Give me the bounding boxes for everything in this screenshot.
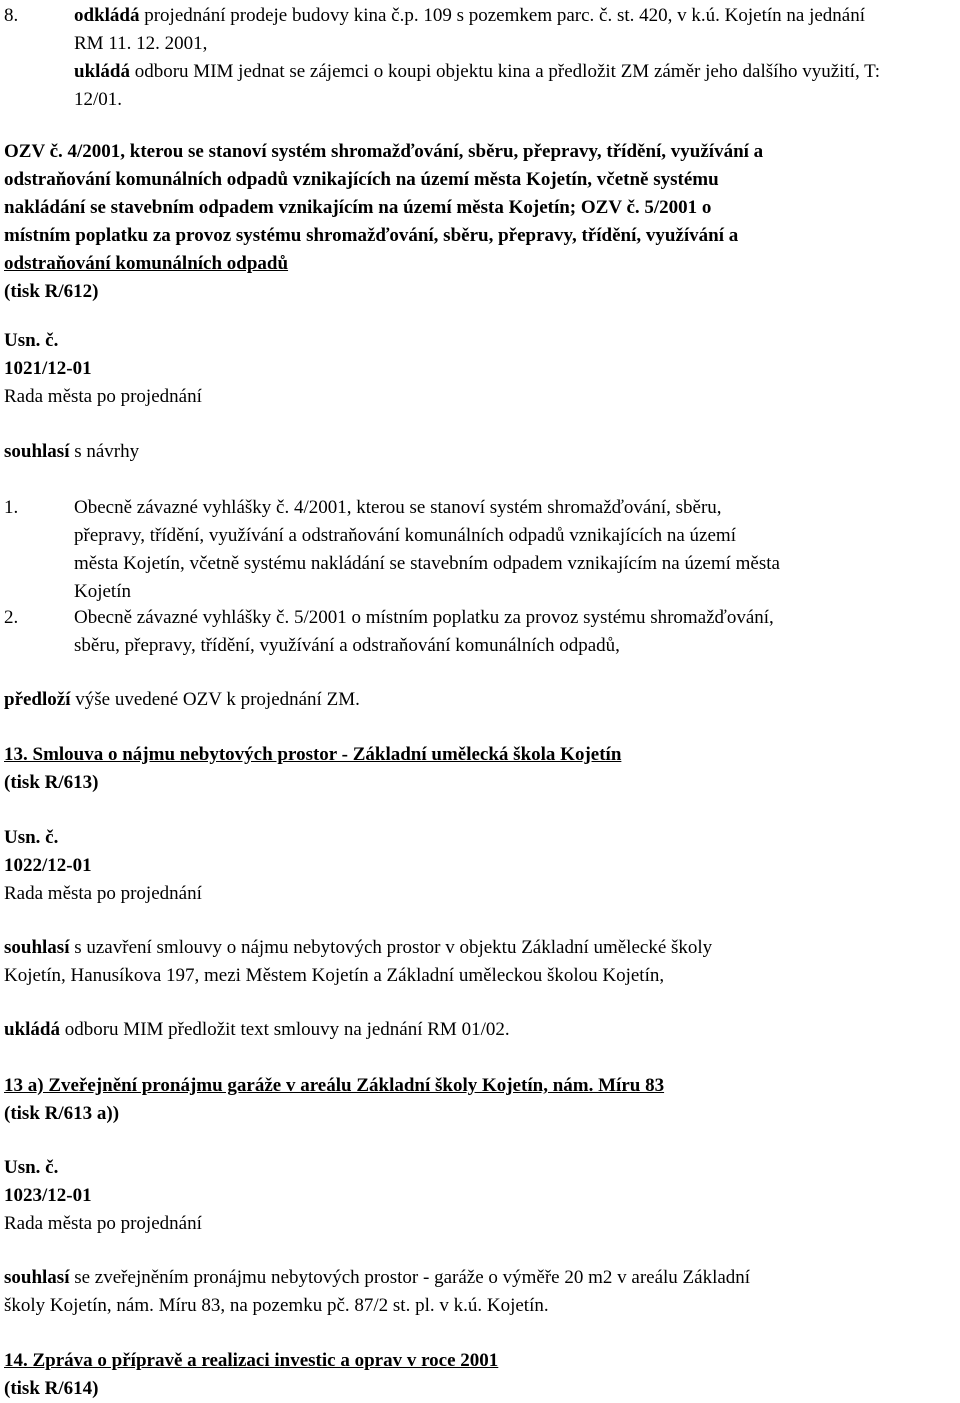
keyword-uklada: ukládá <box>74 61 130 82</box>
resolution-1022-agree: souhlasí s uzavření smlouvy o nájmu nebytových prostor v objektu Základní umělecké školy Kojetín, Hanusíkova 197, mezi Městem Kojetín a Základní uměleckou školou Kojetín, <box>4 937 713 986</box>
item-8-number: 8. <box>4 5 19 26</box>
resolution-1021-header: Usn. č. 1021/12-01 Rada města po projednání <box>4 327 956 411</box>
keyword-odklada: odkládá <box>74 5 140 26</box>
tisk-r614: (tisk R/614) <box>4 1378 99 1399</box>
resolution-number: 1021/12-01 <box>4 358 92 379</box>
resolution-number: 1022/12-01 <box>4 855 92 876</box>
list-item-2: 2. Obecně závazné vyhlášky č. 5/2001 o místním poplatku za provoz systému shromažďování, sběru, přepravy, třídění, využívání a odstraňování komunálních odpadů, <box>4 607 774 656</box>
resolution-1021-submit: předloží výše uvedené OZV k projednání ZM. <box>4 689 360 710</box>
resolution-1022-task: ukládá odboru MIM předložit text smlouvy na jednání RM 01/02. <box>4 1019 510 1040</box>
resolution-1023-agree: souhlasí se zveřejněním pronájmu nebytových prostor - garáže o výměře 20 m2 v areálu Základní školy Kojetín, nám. Míru 83, na pozemku pč. 87/2 st. pl. v k.ú. Kojetín. <box>4 1267 751 1316</box>
tisk-r613a: (tisk R/613 a)) <box>4 1103 120 1124</box>
item-8 <box>4 2 956 114</box>
item-14-heading: 14. Zpráva o přípravě a realizaci investic a oprav v roce 2001 (tisk R/614) <box>4 1347 956 1403</box>
tisk-r613: (tisk R/613) <box>4 772 99 793</box>
item-13a-heading: 13 a) Zveřejnění pronájmu garáže v areálu Základní školy Kojetín, nám. Míru 83 (tisk R/613 a)) <box>4 1072 956 1128</box>
item-8-text: odkládá projednání prodeje budovy kina č.p. 109 s pozemkem parc. č. st. 420, v k.ú. Kojetín na jednání RM 11. 12. 2001, ukládá odboru MIM jednat se zájemci o koupi objektu kina a předložit ZM záměr jeho dalšího využití, T: 12/01. <box>74 5 881 110</box>
list-item-1: 1. Obecně závazné vyhlášky č. 4/2001, kterou se stanoví systém shromažďování, sběru, přepravy, třídění, využívání a odstraňování komunálních odpadů vznikajících na území města Kojetín, včetně systému nakládání se stavebním odpadem vznikajícím na území města Kojetín <box>4 497 780 602</box>
resolution-1022-header: Usn. č. 1022/12-01 Rada města po projednání <box>4 824 956 908</box>
item-13-heading: 13. Smlouva o nájmu nebytových prostor - Základní umělecká škola Kojetín (tisk R/613) <box>4 741 956 797</box>
resolution-number: 1023/12-01 <box>4 1185 92 1206</box>
tisk-r612: (tisk R/612) <box>4 281 99 302</box>
resolution-1021-agree: souhlasí s návrhy <box>4 441 140 462</box>
ozv-heading: OZV č. 4/2001, kterou se stanoví systém shromažďování, sběru, přepravy, třídění, využívání a odstraňování komunálních odpadů vznikajících na území města Kojetín, včetně systému nakládání se stavebním odpadem vznikajícím na území města Kojetín; OZV č. 5/2001 o místním poplatku za provoz systému shromažďování, sběru, přepravy, třídění, využívání a odstraňování komunálních odpadů (tisk R/612) <box>4 138 956 306</box>
resolution-1023-header: Usn. č. 1023/12-01 Rada města po projednání <box>4 1154 956 1238</box>
